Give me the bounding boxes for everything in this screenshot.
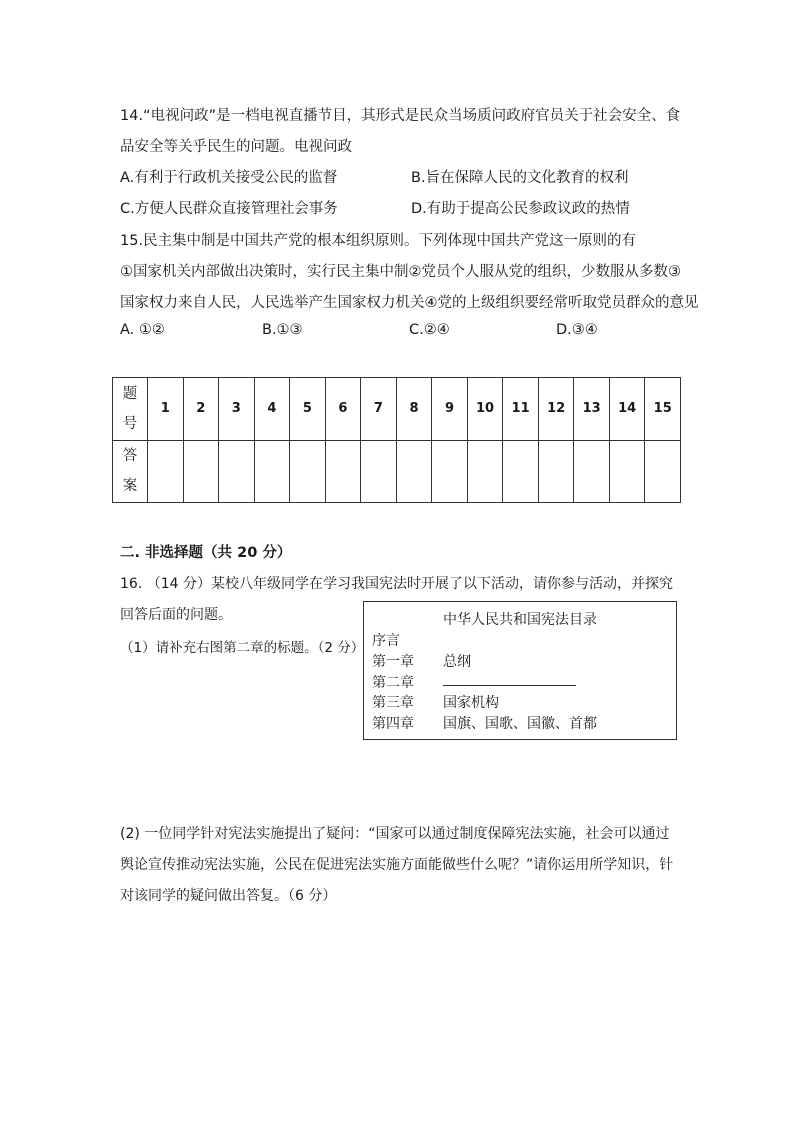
answer-cell[interactable] — [254, 440, 290, 503]
chapter2-blank-line[interactable] — [443, 685, 576, 686]
answer-cell[interactable] — [219, 440, 255, 503]
q16-sub2-line3: 对该同学的疑问做出答复。（6 分） — [120, 888, 337, 904]
q16-stem-line1: 16. （14 分）某校八年级同学在学习我国宪法时开展了以下活动，请你参与活动，并探究 — [120, 576, 673, 592]
header-char-1: 题 — [122, 385, 138, 402]
answer-cell[interactable] — [290, 440, 326, 503]
header-char-2: 号 — [122, 415, 138, 432]
answer-cell[interactable] — [183, 440, 219, 503]
answer-cell[interactable] — [148, 440, 184, 503]
q15-statement-line1: ①国家机关内部做出决策时，实行民主集中制②党员个人服从党的组织，少数服从多数③ — [120, 264, 681, 280]
question-number-cell: 11 — [503, 378, 539, 441]
answer-cell[interactable] — [467, 440, 503, 503]
question-number-cell: 14 — [609, 378, 645, 441]
answer-cell[interactable] — [574, 440, 610, 503]
answer-table — [112, 377, 681, 503]
q15-option-b: B.①③ — [262, 322, 303, 338]
q15-option-a: A. ①② — [120, 322, 165, 338]
chapter3-label: 第三章 — [372, 695, 414, 711]
chapter1-title: 总纲 — [443, 654, 471, 670]
answer-header — [113, 440, 148, 503]
q14-option-d: D.有助于提高公民参政议政的热情 — [411, 201, 630, 217]
q16-sub2-line2: 舆论宣传推动宪法实施，公民在促进宪法实施方面能做些什么呢？”请你运用所学知识，针 — [120, 857, 674, 873]
answer-cell[interactable] — [503, 440, 539, 503]
q16-stem-line2: 回答后面的问题。 — [120, 607, 232, 623]
answer-cell[interactable] — [432, 440, 468, 503]
q15-stem: 15.民主集中制是中国共产党的根本组织原则。下列体现中国共产党这一原则的有 — [120, 233, 637, 249]
question-number-cell: 15 — [645, 378, 681, 441]
q15-option-d: D.③④ — [556, 322, 598, 338]
q16-sub2-line1: (2) 一位同学针对宪法实施提出了疑问：“国家可以通过制度保障宪法实施，社会可以通过 — [120, 826, 670, 842]
answer-cell[interactable] — [538, 440, 574, 503]
question-number-cell: 8 — [396, 378, 432, 441]
question-number-cell: 7 — [361, 378, 397, 441]
q14-option-a: A.有利于行政机关接受公民的监督 — [120, 170, 338, 186]
answer-char-2: 案 — [122, 478, 138, 495]
q14-stem-line2: 品安全等关乎民生的问题。电视问政 — [120, 139, 352, 155]
answer-char-1: 答 — [122, 448, 138, 465]
constitution-title: 中华人民共和国宪法目录 — [443, 612, 597, 628]
answer-cell[interactable] — [396, 440, 432, 503]
question-number-cell: 4 — [254, 378, 290, 441]
chapter4-title: 国旗、国歌、国徽、首都 — [443, 716, 597, 732]
question-number-cell: 2 — [183, 378, 219, 441]
question-number-cell: 1 — [148, 378, 184, 441]
question-number-cell: 10 — [467, 378, 503, 441]
q16-sub1: （1）请补充右图第二章的标题。（2 分） — [120, 640, 365, 656]
q14-stem-line1: 14.“电视问政”是一档电视直播节目，其形式是民众当场质问政府官员关于社会安全、食 — [120, 108, 681, 124]
question-number-cell: 9 — [432, 378, 468, 441]
answer-cell[interactable] — [361, 440, 397, 503]
question-number-header — [113, 378, 148, 441]
answer-cell[interactable] — [609, 440, 645, 503]
chapter4-label: 第四章 — [372, 716, 414, 732]
chapter1-label: 第一章 — [372, 654, 414, 670]
section2-title: 二. 非选择题（共 20 分） — [120, 545, 292, 561]
q15-statement-line2: 国家权力来自人民，人民选举产生国家权力机关④党的上级组织要经常听取党员群众的意见 — [120, 295, 699, 311]
question-number-cell: 12 — [538, 378, 574, 441]
question-number-cell: 6 — [325, 378, 361, 441]
answer-table-header-row — [113, 378, 681, 441]
chapter3-title: 国家机构 — [443, 695, 499, 711]
q15-option-c: C.②④ — [409, 322, 450, 338]
answer-cell[interactable] — [325, 440, 361, 503]
q14-option-b: B.旨在保障人民的文化教育的权利 — [411, 170, 629, 186]
question-number-cell: 13 — [574, 378, 610, 441]
question-number-cell: 5 — [290, 378, 326, 441]
question-number-cell: 3 — [219, 378, 255, 441]
answer-cell[interactable] — [645, 440, 681, 503]
constitution-preface: 序言 — [372, 633, 400, 649]
q14-option-c: C.方便人民群众直接管理社会事务 — [120, 201, 338, 217]
answer-table-answer-row — [113, 440, 681, 503]
chapter2-label: 第二章 — [372, 675, 414, 691]
